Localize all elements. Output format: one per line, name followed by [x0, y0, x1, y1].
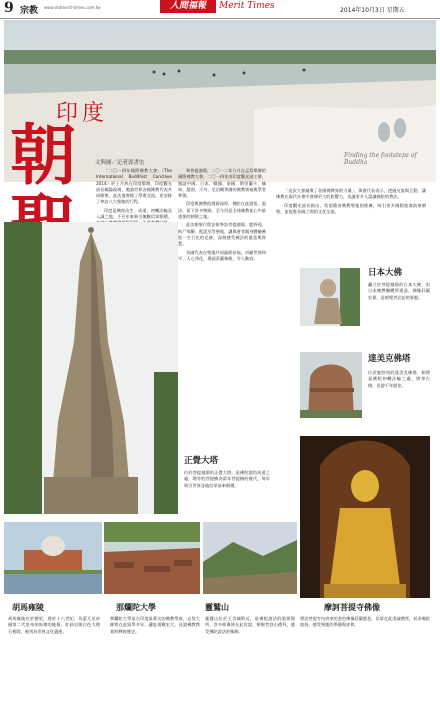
golden-buddha-photo: [300, 436, 430, 598]
sidebar-text-tuoye: 位於鹿野苑的達美克佛塔，相傳是佛陀初轉法輪之處，塔身古樸，見證千年歷史。: [368, 370, 430, 388]
bottom-text-lingjiu: 靈鷲山位於王舍城附近，是佛陀說法的重要場所，許多經典皆在此宣說，朝聖者登山禮拜，感受佛陀說法的殊勝。: [205, 616, 295, 634]
vulture-peak-photo: [203, 522, 297, 594]
bottom-text-humayun: 胡馬雍陵位於德里，建於十六世紀，為蒙兀兒帝國第二代皇帝胡馬雍的陵墓，紅砂岩與白色大理石相間，被列為世界文化遺產。: [8, 616, 100, 634]
photo-caption: Finding the footsteps of Buddha: [344, 152, 417, 166]
bottom-title-lingjiu: 靈鷲山: [205, 603, 229, 612]
nalanda-university-photo: [104, 522, 200, 594]
paragraph: 和普提迦耶，二〇一二年九月在孟買舉辦的國際佛教大會，二〇一四年由印度觀光部主辦，邀請中國、日本、韓國、泰國、斯里蘭卡、緬甸、越南、不丹、尼泊爾等國的佛教領袖與學者參與。: [178, 168, 266, 199]
humayun-tomb-photo: [4, 522, 102, 594]
sidebar-title-tuoye: 達美克佛塔: [368, 354, 411, 364]
article-column-2: [178, 168, 266, 458]
bottom-title-nalanda: 那爛陀大學: [116, 603, 156, 612]
paragraph: 印度是佛陀出生、成道、初轉法輪及入滅之地，千百年來吸引無數信眾朝禮，: [96, 207, 172, 220]
sidebar-title-zhengjue: 正覺大塔: [184, 456, 219, 466]
article-column-3: [276, 188, 426, 260]
website-url: www.ntdmerit-times.com.tw: [44, 5, 101, 10]
page-number: 9: [4, 0, 14, 16]
feature-title: 朝: [10, 116, 76, 194]
issue-date: 2014年10月3日 星期五: [340, 7, 405, 14]
bottom-title-humayun: 胡馬雍陵: [12, 603, 44, 612]
section-label: 宗教: [20, 6, 39, 16]
paragraph: 各國代表在聖地共同誦經祈福，祈願世界和平、人心淨化，場面莊嚴殊勝，令人動容。: [178, 249, 266, 261]
paragraph: 「這次大會凝聚了各國佛教界的力量」，與會代表表示，透過交流與互動，讓佛教在現代社會中發揮更大的影響力，也讓更多人認識佛陀的教法。: [276, 188, 426, 200]
japanese-buddha-photo: [300, 268, 360, 326]
masthead-logo: 人間福報: [160, 0, 216, 13]
sidebar-title-riben: 日本大佛: [368, 268, 403, 278]
mahabodhi-temple-photo: [4, 222, 178, 514]
paragraph: 此次朝聖行程安排參訪菩提迦耶、鹿野苑、拘尸那羅、藍毘尼等聖地，讓與會者親身體驗佛陀一生行化的足跡，深刻感受佛法的慈悲與智慧。: [178, 222, 266, 247]
sidebar-text-riben: 矗立於菩提迦耶的日本大佛，由日本佛教團體所建造，佛像莊嚴宏偉，是朝聖者必訪的景點。: [368, 282, 430, 300]
paragraph: 印度與佛教的淵源深厚，佛陀在此證悟、說法，留下許多聖跡，至今仍是全球佛教徒心中最重要的朝聖之地。: [178, 201, 266, 220]
sidebar-text-zhengjue: 位於菩提迦耶的正覺大塔，是佛陀證悟成道之處，塔旁的菩提樹為當年菩提樹的後代，每年吸引世界各地信眾前來朝禮。: [184, 470, 270, 488]
paragraph: 「二〇一四年國際佛教大會」（The International Buddhist Conclave 2014）於上月底在印度舉辦，印度觀光部長親臨現場，邀請世界各國佛教代表共同朝聖，此次盛會除了學術交流，更安排了參訪八大聖地的行程。: [96, 168, 172, 205]
footprint-icon: [372, 108, 412, 152]
feature-subtitle: 印度: [56, 101, 109, 126]
masthead-english: Merit Times: [219, 1, 275, 11]
dhamekh-stupa-photo: [300, 352, 362, 418]
bottom-title-mahabodhi: 摩訶菩提寺佛像: [324, 603, 380, 612]
paragraph: 印度觀光部長指出，希望藉由佛教聖地的推廣，吸引更多國際旅客前來朝聖，並促進各國之間的文化交流。: [276, 202, 426, 214]
byline: 文與圖／記者郭書宏: [95, 160, 145, 166]
bottom-text-nalanda: 那爛陀大學是古印度最著名的佛教學府，玄奘大師曾在此留學多年，遺址規模宏大，見證佛教教育的輝煌歷史。: [110, 616, 200, 634]
bottom-text-mahabodhi: 摩訶菩提寺內供奉的金色佛像莊嚴慈悲，信眾在此虔誠禮拜，祈求佛陀加持，感受聖地的寧靜與祥和。: [300, 616, 430, 628]
